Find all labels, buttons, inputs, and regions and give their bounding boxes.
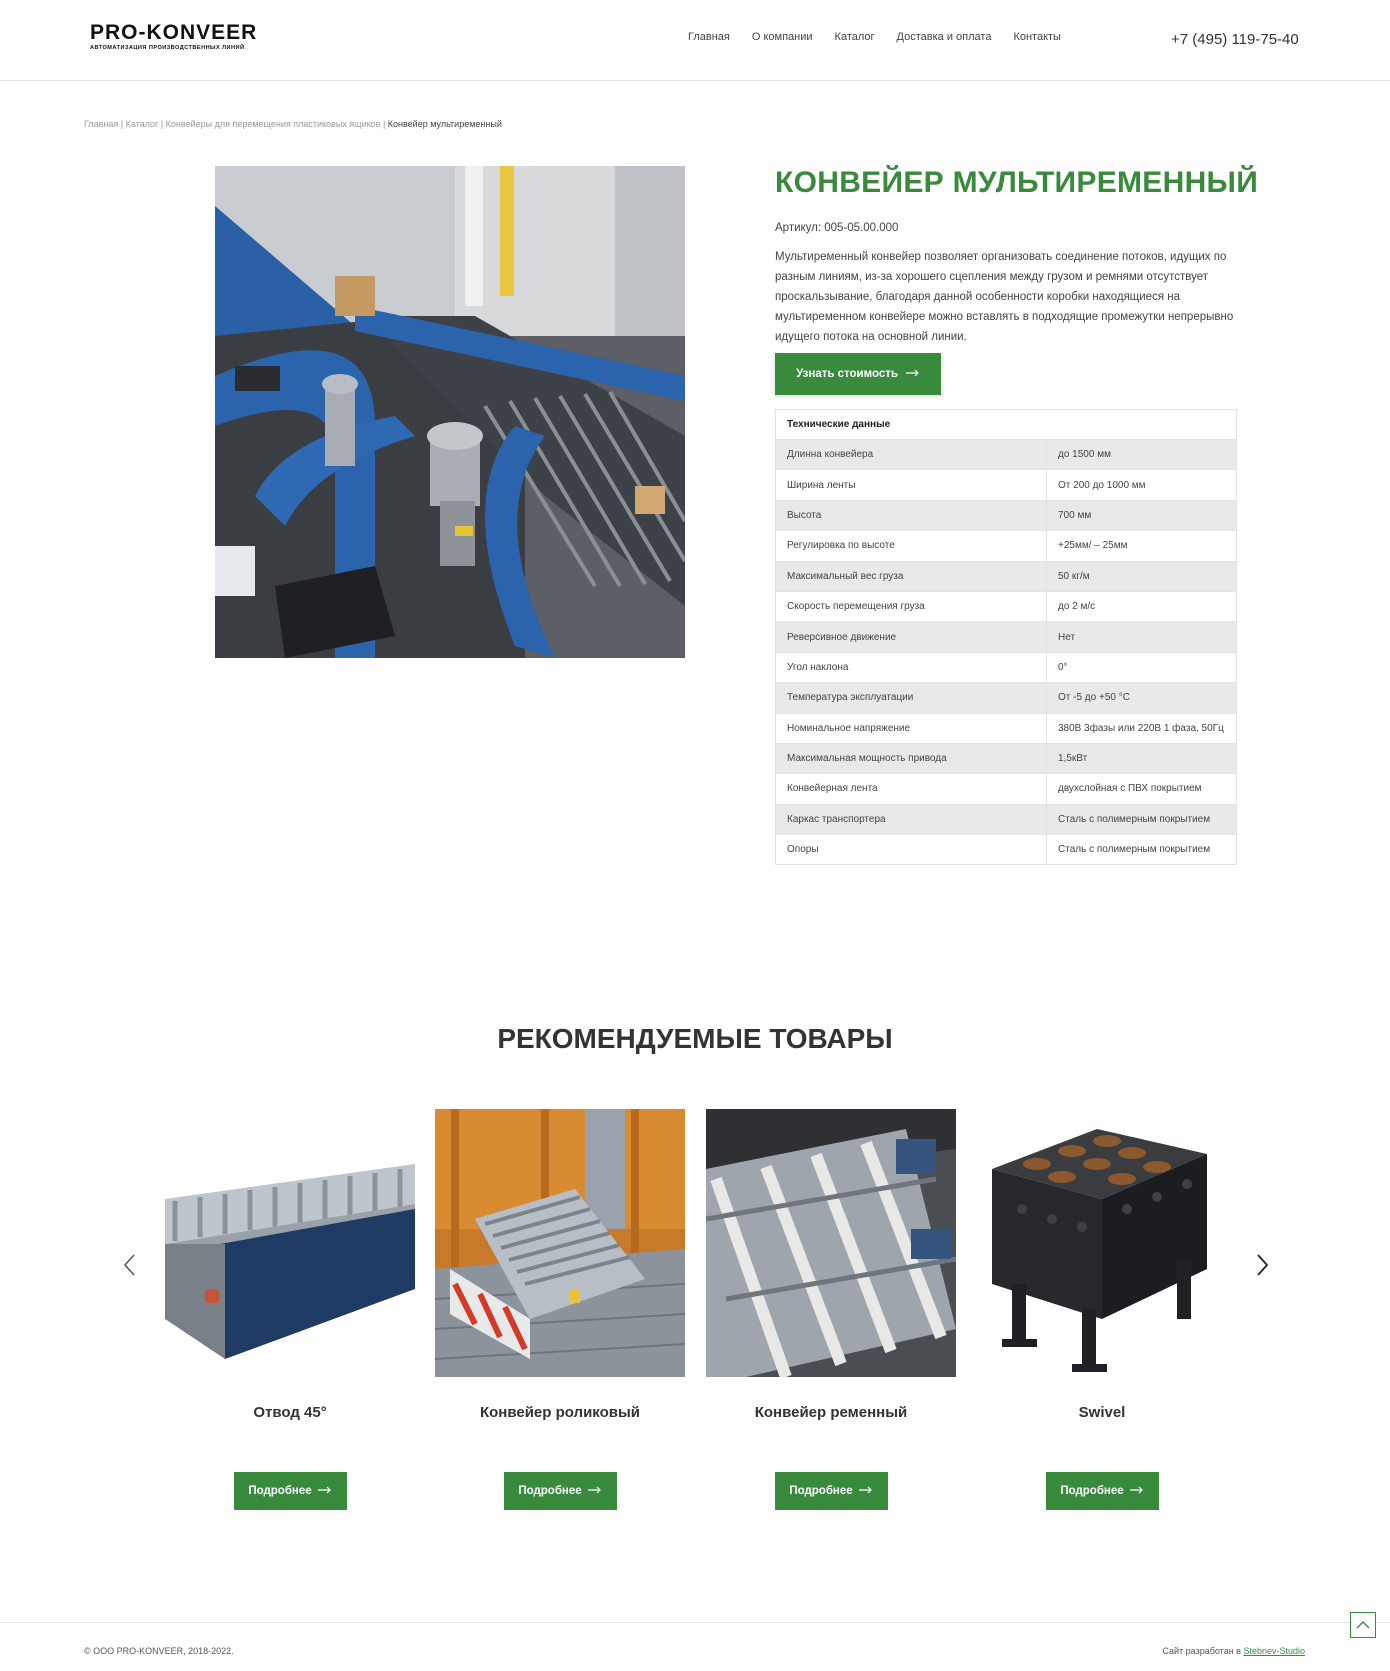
spec-name: Высота xyxy=(776,500,1047,530)
logo-subtitle: АВТОМАТИЗАЦИЯ ПРОИЗВОДСТВЕННЫХ ЛИНИЙ xyxy=(90,45,245,51)
spec-value: Сталь с полимерным покрытием xyxy=(1047,835,1237,865)
spec-name: Максимальный вес груза xyxy=(776,561,1047,591)
product-article: Артикул: 005-05.00.000 xyxy=(775,222,899,234)
breadcrumb xyxy=(84,119,502,129)
spec-value: +25мм/ – 25мм xyxy=(1047,531,1237,561)
nav-item-about[interactable]: О компании xyxy=(751,31,813,43)
chevron-up-icon xyxy=(1356,1620,1370,1630)
spec-row xyxy=(776,683,1237,713)
developer-link[interactable]: Stebnev-Studio xyxy=(1243,1646,1305,1656)
card-more-button[interactable] xyxy=(775,1472,888,1510)
spec-row xyxy=(776,835,1237,865)
spec-table-header: Технические данные xyxy=(776,410,1237,440)
breadcrumb-separator: | xyxy=(158,119,166,129)
developer-credit xyxy=(1162,1646,1305,1656)
spec-value: 1,5кВт xyxy=(1047,743,1237,773)
spec-value: От -5 до +50 °С xyxy=(1047,683,1237,713)
spec-row xyxy=(776,652,1237,682)
spec-row xyxy=(776,500,1237,530)
spec-name: Реверсивное движение xyxy=(776,622,1047,652)
spec-name: Номинальное напряжение xyxy=(776,713,1047,743)
arrow-right-icon xyxy=(588,1485,602,1497)
card-more-label: Подробнее xyxy=(518,1485,582,1497)
card-more-button[interactable] xyxy=(1046,1472,1159,1510)
spec-row xyxy=(776,440,1237,470)
spec-row xyxy=(776,622,1237,652)
breadcrumb-category[interactable]: Конвейеры для перемещения пластиковых ящиков xyxy=(165,119,381,129)
site-header xyxy=(0,0,1390,81)
carousel-next-button[interactable] xyxy=(1252,1253,1272,1277)
nav-item-contacts[interactable]: Контакты xyxy=(1013,31,1061,43)
arrow-right-icon xyxy=(859,1485,873,1497)
spec-name: Температура эксплуатации xyxy=(776,683,1047,713)
spec-value: до 1500 мм xyxy=(1047,440,1237,470)
spec-value: 380В 3фазы или 220В 1 фаза, 50Гц xyxy=(1047,713,1237,743)
spec-value: Нет xyxy=(1047,622,1237,652)
card-more-label: Подробнее xyxy=(248,1485,312,1497)
card-more-button[interactable] xyxy=(504,1472,617,1510)
nav-item-home[interactable]: Главная xyxy=(688,31,730,43)
chevron-left-icon xyxy=(120,1253,140,1277)
spec-name: Конвейерная лента xyxy=(776,774,1047,804)
copyright-text: © ООО PRO-KONVEER, 2018-2022. xyxy=(84,1646,234,1656)
phone-number[interactable]: +7 (495) 119-75-40 xyxy=(1171,31,1299,48)
breadcrumb-separator: | xyxy=(118,119,126,129)
card-title: Swivel xyxy=(1078,1404,1126,1421)
card-image[interactable] xyxy=(977,1109,1227,1377)
product-photo xyxy=(215,166,685,658)
card-image[interactable] xyxy=(435,1109,685,1377)
card-title: Конвейер ременный xyxy=(754,1404,908,1421)
arrow-right-icon xyxy=(1130,1485,1144,1497)
spec-name: Опоры xyxy=(776,835,1047,865)
spec-name: Длинна конвейера xyxy=(776,440,1047,470)
spec-value: От 200 до 1000 мм xyxy=(1047,470,1237,500)
card-more-label: Подробнее xyxy=(789,1485,853,1497)
product-image[interactable] xyxy=(215,166,685,658)
card-image[interactable] xyxy=(706,1109,956,1377)
product-card xyxy=(977,1109,1227,1510)
main-nav xyxy=(688,31,1083,43)
spec-row xyxy=(776,531,1237,561)
spec-name: Максимальная мощность привода xyxy=(776,743,1047,773)
spec-value: до 2 м/с xyxy=(1047,591,1237,621)
card-title: Отвод 45° xyxy=(253,1404,327,1421)
spec-name: Ширина ленты xyxy=(776,470,1047,500)
recommended-title: РЕКОМЕНДУЕМЫЕ ТОВАРЫ xyxy=(497,1023,893,1054)
get-price-button[interactable] xyxy=(775,353,941,395)
arrow-right-icon xyxy=(318,1485,332,1497)
spec-row xyxy=(776,591,1237,621)
product-description: Мультиременный конвейер позволяет организовать соединение потоков, идущих по разным линиям, из-за хорошего сцепления между грузом и ремнями отсутствует проскальзывание, благодаря данной особенности коробки находящиеся на мультиременном конвейере можно вставлять в подходящие промежутки непрерывно идущего потока на основной линии. xyxy=(775,251,1234,343)
arrow-right-icon xyxy=(906,368,920,380)
product-card xyxy=(435,1109,685,1510)
spec-row xyxy=(776,743,1237,773)
breadcrumb-home[interactable]: Главная xyxy=(84,119,119,129)
logo-title: PRO-KONVEER xyxy=(90,21,258,44)
site-footer xyxy=(0,1622,1390,1671)
logo[interactable] xyxy=(90,22,257,51)
nav-item-catalog[interactable]: Каталог xyxy=(834,31,875,43)
scroll-to-top-button[interactable] xyxy=(1350,1612,1376,1638)
card-image[interactable] xyxy=(165,1109,415,1377)
nav-item-delivery[interactable]: Доставка и оплата xyxy=(896,31,992,43)
spec-name: Угол наклона xyxy=(776,652,1047,682)
product-card xyxy=(706,1109,956,1510)
spec-value: 700 мм xyxy=(1047,500,1237,530)
product-card xyxy=(165,1109,415,1510)
spec-value: двухслойная с ПВХ покрытием xyxy=(1047,774,1237,804)
card-more-button[interactable] xyxy=(234,1472,347,1510)
spec-value: Сталь с полимерным покрытием xyxy=(1047,804,1237,834)
spec-name: Скорость перемещения груза xyxy=(776,591,1047,621)
get-price-label: Узнать стоимость xyxy=(796,368,898,380)
spec-row xyxy=(776,804,1237,834)
spec-row xyxy=(776,470,1237,500)
breadcrumb-separator: | xyxy=(380,119,388,129)
spec-table xyxy=(775,409,1237,865)
spec-row xyxy=(776,713,1237,743)
carousel-prev-button[interactable] xyxy=(120,1253,140,1277)
spec-table-body xyxy=(776,440,1237,865)
card-title: Конвейер роликовый xyxy=(479,1404,641,1421)
spec-name: Регулировка по высоте xyxy=(776,531,1047,561)
spec-value: 0° xyxy=(1047,652,1237,682)
breadcrumb-current: Конвейер мультиременный xyxy=(387,119,502,129)
chevron-right-icon xyxy=(1252,1253,1272,1277)
spec-row xyxy=(776,561,1237,591)
spec-name: Каркас транспортера xyxy=(776,804,1047,834)
spec-row xyxy=(776,774,1237,804)
breadcrumb-catalog[interactable]: Каталог xyxy=(125,119,159,129)
spec-value: 50 кг/м xyxy=(1047,561,1237,591)
product-title: КОНВЕЙЕР МУЛЬТИРЕМЕННЫЙ xyxy=(775,166,1259,199)
card-more-label: Подробнее xyxy=(1060,1485,1124,1497)
developer-text: Сайт разработан в xyxy=(1162,1646,1244,1656)
